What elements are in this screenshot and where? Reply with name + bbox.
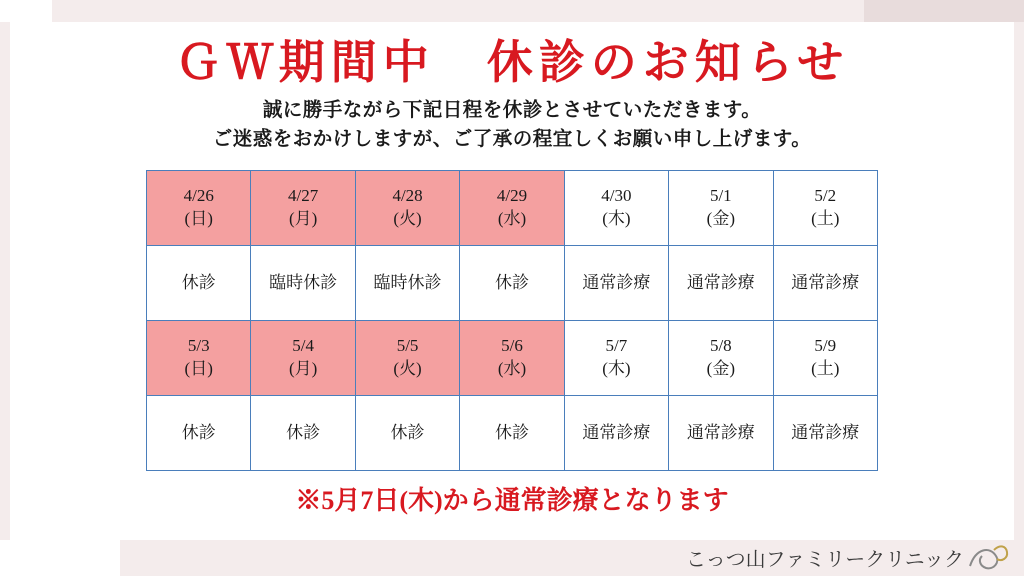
date-label: 4/29 xyxy=(496,186,528,206)
schedule-table xyxy=(146,170,878,471)
table-row xyxy=(147,321,878,396)
weekday-label: (水) xyxy=(497,359,527,378)
page-title: ＧＷ期間中 休診のお知らせ xyxy=(174,37,850,88)
table-row xyxy=(147,171,878,246)
status-cell: 休診 xyxy=(251,396,355,471)
date-label: 5/5 xyxy=(396,336,419,356)
weekday-label: (金) xyxy=(706,359,735,378)
weekday-label: (日) xyxy=(184,209,213,228)
weekday-label: (月) xyxy=(288,359,318,378)
date-cell xyxy=(251,171,355,246)
decorative-top-left-notch xyxy=(0,0,52,22)
weekday-label: (土) xyxy=(811,359,840,378)
date-label: 5/3 xyxy=(187,336,210,356)
lead-paragraph xyxy=(0,96,1024,155)
date-cell xyxy=(355,321,459,396)
date-label: 5/1 xyxy=(709,186,732,206)
lead-line-2: ご迷惑をおかけしますが、ご了承の程宜しくお願い申し上げます。 xyxy=(212,129,812,151)
date-cell xyxy=(460,171,564,246)
date-label: 4/26 xyxy=(183,186,214,206)
status-cell: 通常診療 xyxy=(773,396,877,471)
date-cell xyxy=(460,321,564,396)
status-cell: 休診 xyxy=(147,246,251,321)
status-cell: 休診 xyxy=(460,246,564,321)
date-label: 4/30 xyxy=(601,186,632,206)
status-cell: 通常診療 xyxy=(669,246,773,321)
table-row xyxy=(147,396,878,471)
weekday-label: (日) xyxy=(184,359,213,378)
weekday-label: (木) xyxy=(602,359,631,378)
status-cell: 臨時休診 xyxy=(251,246,355,321)
date-label: 5/2 xyxy=(814,186,837,206)
weekday-label: (火) xyxy=(393,359,422,378)
date-label: 5/9 xyxy=(814,336,837,356)
footnote: ※5月7日(木)から通常診療となります xyxy=(295,486,729,515)
status-cell: 臨時休診 xyxy=(355,246,459,321)
weekday-label: (土) xyxy=(811,209,840,228)
weekday-label: (木) xyxy=(602,209,631,228)
decorative-bottom-left-notch xyxy=(0,540,120,576)
date-cell xyxy=(773,171,877,246)
date-cell xyxy=(773,321,877,396)
date-cell xyxy=(564,321,668,396)
status-cell: 休診 xyxy=(355,396,459,471)
status-cell: 通常診療 xyxy=(669,396,773,471)
clinic-logo-icon xyxy=(966,540,1010,574)
date-label: 4/27 xyxy=(288,186,319,206)
weekday-label: (水) xyxy=(497,209,527,228)
date-label: 5/7 xyxy=(605,336,628,356)
status-cell: 休診 xyxy=(147,396,251,471)
date-cell xyxy=(669,171,773,246)
weekday-label: (金) xyxy=(706,209,735,228)
date-cell xyxy=(669,321,773,396)
decorative-top-right-band xyxy=(864,0,1024,22)
date-label: 5/6 xyxy=(501,336,523,356)
date-cell xyxy=(147,171,251,246)
date-label: 4/28 xyxy=(392,186,423,206)
date-cell xyxy=(251,321,355,396)
date-cell xyxy=(147,321,251,396)
date-label: 5/8 xyxy=(709,336,732,356)
status-cell: 通常診療 xyxy=(564,396,668,471)
weekday-label: (火) xyxy=(393,209,422,228)
status-cell: 通常診療 xyxy=(564,246,668,321)
date-cell xyxy=(355,171,459,246)
status-cell: 通常診療 xyxy=(773,246,877,321)
status-cell: 休診 xyxy=(460,396,564,471)
lead-line-1: 誠に勝手ながら下記日程を休診とさせていただきます。 xyxy=(262,100,762,121)
date-cell xyxy=(564,171,668,246)
weekday-label: (月) xyxy=(288,209,318,228)
clinic-name: こっつ山ファミリークリニック xyxy=(686,549,964,571)
date-label: 5/4 xyxy=(292,336,314,356)
table-row xyxy=(147,246,878,321)
